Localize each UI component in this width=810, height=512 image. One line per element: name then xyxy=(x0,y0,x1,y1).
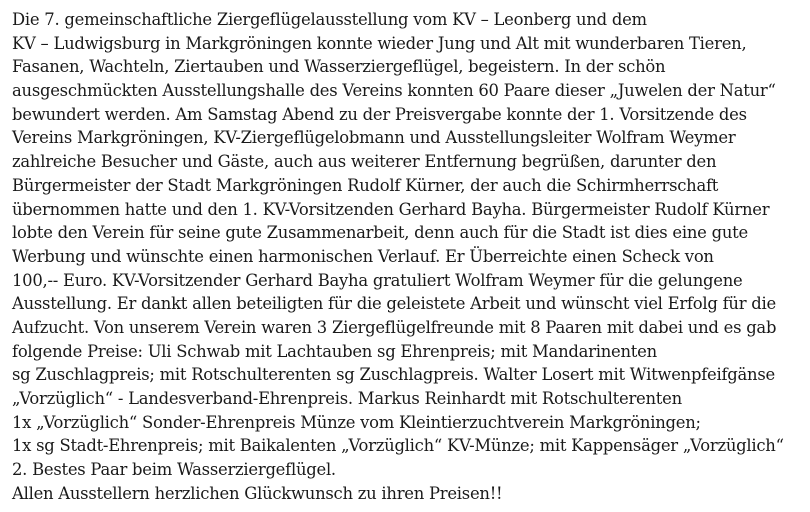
text-line: sg Zuschlagpreis; mit Rotschulterenten sg Zuschlagpreis. Walter Losert mit Witwenpfeifgänse xyxy=(12,365,775,385)
text-line: Allen Ausstellern herzlichen Glückwunsch zu ihren Preisen!! xyxy=(12,483,503,503)
text-line: KV – Ludwigsburg in Markgröningen konnte wieder Jung und Alt mit wunderbaren Tieren, xyxy=(12,33,747,53)
text-line: übernommen hatte und den 1. KV-Vorsitzenden Gerhard Bayha. Bürgermeister Rudolf Kürner xyxy=(12,199,770,219)
text-line: ausgeschmückten Ausstellungshalle des Vereins konnten 60 Paare dieser „Juwelen der Natur“ xyxy=(12,81,776,101)
text-line: „Vorzüglich“ - Landesverband-Ehrenpreis. Markus Reinhardt mit Rotschulterenten xyxy=(12,389,682,408)
text-line: Vereins Markgröningen, KV-Ziergeflügelobmann und Ausstellungsleiter Wolfram Weymer xyxy=(12,128,736,148)
text-line: folgende Preise: Uli Schwab mit Lachtauben sg Ehrenpreis; mit Mandarinenten xyxy=(12,341,657,361)
text-line: 1x „Vorzüglich“ Sonder-Ehrenpreis Münze vom Kleintierzuchtverein Markgröningen; xyxy=(12,412,701,432)
text-line: 2. Bestes Paar beim Wasserziergeflügel. xyxy=(12,460,336,480)
text-line: Fasanen, Wachteln, Ziertauben und Wasserziergeflügel, begeistern. In der schön xyxy=(12,57,666,77)
text-line: Die 7. gemeinschaftliche Ziergeflügelausstellung vom KV – Leonberg und dem xyxy=(12,10,647,29)
text-line: Werbung und wünschte einen harmonischen Verlauf. Er Überreichte einen Scheck von xyxy=(12,246,714,266)
text-line: zahlreiche Besucher und Gäste, auch aus weiterer Entfernung begrüßen, darunter den xyxy=(12,152,717,172)
text-line: Aufzucht. Von unserem Verein waren 3 Ziergeflügelfreunde mit 8 Paaren mit dabei und es gab xyxy=(12,317,777,337)
text-line: bewundert werden. Am Samstag Abend zu der Preisvergabe konnte der 1. Vorsitzende des xyxy=(12,104,747,124)
text-line: Ausstellung. Er dankt allen beteiligten für die geleistete Arbeit und wünscht viel Erfolg für die xyxy=(12,294,776,314)
text-line: 100,-- Euro. KV-Vorsitzender Gerhard Bayha gratuliert Wolfram Weymer für die gelungene xyxy=(12,270,743,290)
text-line: 1x sg Stadt-Ehrenpreis; mit Baikalenten „Vorzüglich“ KV-Münze; mit Kappensäger „Vorzüglich“ xyxy=(12,436,784,456)
text-line: Bürgermeister der Stadt Markgröningen Rudolf Kürner, der auch die Schirmherrschaft xyxy=(12,175,719,195)
text-line: lobte den Verein für seine gute Zusammenarbeit, denn auch für die Stadt ist dies eine gute xyxy=(12,223,748,243)
